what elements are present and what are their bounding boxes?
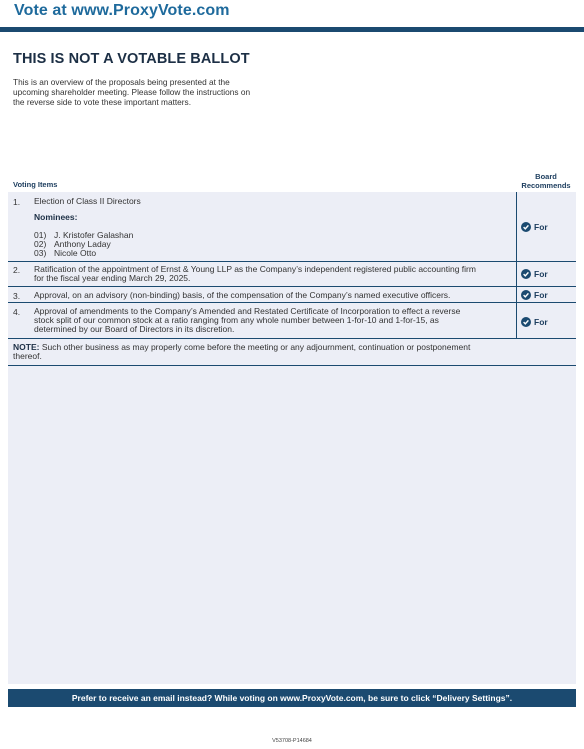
item-line: determined by our Board of Directors in its discretion. — [34, 324, 235, 334]
note-label: NOTE: — [13, 342, 40, 352]
row-divider — [8, 261, 576, 262]
column-divider — [516, 192, 517, 339]
item-number: 1. — [13, 197, 21, 207]
recommendation-label: For — [534, 269, 548, 279]
ballot-note — [13, 343, 515, 361]
nominee-number: 03) — [34, 248, 47, 258]
item-text — [34, 197, 514, 206]
recommendation-label: For — [534, 317, 548, 327]
row-divider — [8, 338, 576, 339]
row-divider — [8, 286, 576, 287]
ballot-intro — [13, 77, 303, 107]
note-line — [13, 343, 515, 352]
item-text — [34, 307, 514, 334]
nominee-number: 02) — [34, 239, 47, 249]
note-text: Such other business as may properly come before the meeting or any adjournment, continuation or postponement — [39, 342, 471, 352]
item-number: 4. — [13, 307, 21, 317]
item-number: 3. — [13, 291, 21, 301]
item-number: 2. — [13, 265, 21, 275]
nominee-number: 01) — [34, 230, 47, 240]
item-line: Approval, on an advisory (non-binding) basis, of the compensation of the Company’s named executive officers. — [34, 290, 451, 300]
email-delivery-banner: Prefer to receive an email instead? While voting on www.ProxyVote.com, be sure to click “Delivery Settings”. — [8, 689, 576, 707]
nominee-name: J. Kristofer Galashan — [54, 230, 134, 240]
intro-line: the reverse side to vote these important matters. — [13, 97, 192, 107]
item-line: stock split of our common stock at a ratio ranging from any whole number between 1-for-10 and 1-for-15, as — [34, 315, 439, 325]
check-circle-icon — [521, 290, 531, 300]
board-recommendation — [521, 269, 548, 279]
item-text — [34, 291, 514, 300]
board-header-line: Recommends — [521, 181, 571, 190]
header-rule — [0, 27, 584, 32]
item-line: Approval of amendments to the Company’s Amended and Restated Certificate of Incorporation to effect a reverse — [34, 306, 461, 316]
item-line: Ratification of the appointment of Ernst & Young LLP as the Company’s independent registered public accounting firm — [34, 264, 476, 274]
nominee-name: Anthony Laday — [54, 239, 111, 249]
item-text — [34, 265, 514, 283]
check-circle-icon — [521, 317, 531, 327]
recommendation-label: For — [534, 290, 548, 300]
note-divider — [8, 365, 576, 366]
document-code: V53708-P14684 — [272, 738, 312, 744]
nominee-name: Nicole Otto — [54, 248, 97, 258]
note-line: thereof. — [13, 351, 42, 361]
item-line: for the fiscal year ending March 29, 2025. — [34, 273, 191, 283]
intro-line: This is an overview of the proposals being presented at the — [13, 77, 230, 87]
check-circle-icon — [521, 222, 531, 232]
row-divider — [8, 302, 576, 303]
nominee — [34, 248, 96, 258]
board-recommendation — [521, 317, 548, 327]
nominees-label: Nominees: — [34, 212, 78, 222]
board-header-line: Board — [535, 172, 557, 181]
ballot-heading: THIS IS NOT A VOTABLE BALLOT — [13, 51, 250, 67]
header-title: Vote at www.ProxyVote.com — [14, 2, 230, 19]
column-header-voting-items: Voting Items — [13, 180, 58, 189]
column-header-board-recommends — [516, 172, 576, 190]
check-circle-icon — [521, 269, 531, 279]
board-recommendation — [521, 222, 548, 232]
intro-line: upcoming shareholder meeting. Please follow the instructions on — [13, 87, 251, 97]
recommendation-label: For — [534, 222, 548, 232]
item-line: Election of Class II Directors — [34, 196, 141, 206]
board-recommendation — [521, 290, 548, 300]
